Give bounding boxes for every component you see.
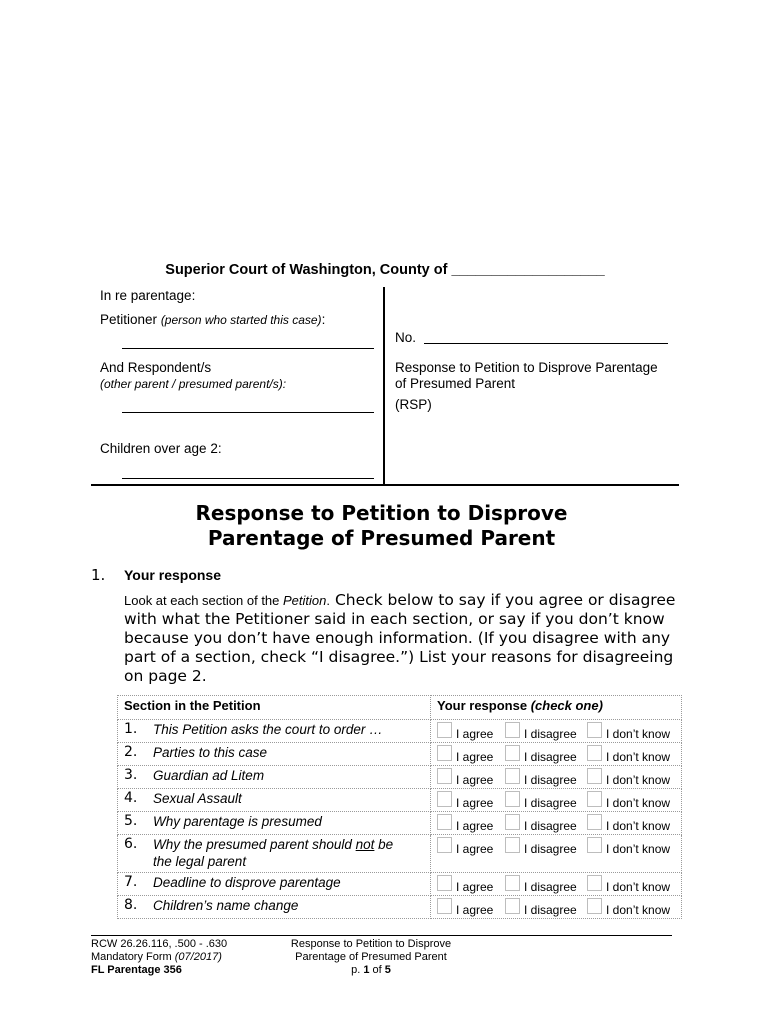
option-label: I agree xyxy=(456,773,494,787)
row-number: 3. xyxy=(124,767,138,783)
option-label: I disagree xyxy=(524,773,577,787)
section-cell xyxy=(118,743,431,766)
footer-rule xyxy=(91,935,672,936)
section-heading: Your response xyxy=(124,567,221,583)
row-label: Guardian ad Litem xyxy=(153,768,265,783)
section-cell xyxy=(118,812,431,835)
response-options xyxy=(431,720,681,742)
section-cell-content xyxy=(118,873,430,894)
section-cell xyxy=(118,720,431,743)
doc-title-line2: of Presumed Parent xyxy=(395,376,516,391)
in-re-label: In re parentage: xyxy=(100,288,196,303)
section-intro xyxy=(124,591,684,686)
checkbox-agree[interactable] xyxy=(437,768,452,784)
row-number: 6. xyxy=(124,836,138,852)
option-label: I disagree xyxy=(524,796,577,810)
checkbox-disagree[interactable] xyxy=(505,837,520,853)
option-label: I disagree xyxy=(524,880,577,894)
footer-mandatory-date: (07/2017) xyxy=(174,951,222,963)
option-label: I agree xyxy=(456,880,494,894)
row-number: 5. xyxy=(124,813,138,829)
checkbox-dont-know[interactable] xyxy=(587,768,602,784)
option-dont-know[interactable] xyxy=(587,770,670,787)
section-number: 1. xyxy=(91,566,106,584)
option-disagree[interactable] xyxy=(505,724,581,741)
option-label: I don’t know xyxy=(606,819,671,833)
respondent-label: And Respondent/s xyxy=(100,360,212,375)
option-label: I agree xyxy=(456,727,494,741)
col-header-response-label: Your response xyxy=(437,698,528,713)
children-label: Children over age 2: xyxy=(100,441,222,456)
row-number: 7. xyxy=(124,874,138,890)
table-row xyxy=(118,766,682,789)
respondent-name-line[interactable] xyxy=(122,412,374,413)
footer-doc-line2: Parentage of Presumed Parent xyxy=(295,951,447,963)
table-row xyxy=(118,720,682,743)
case-number-line[interactable] xyxy=(424,343,668,344)
option-disagree[interactable] xyxy=(505,877,581,894)
footer-page xyxy=(270,964,472,977)
checkbox-dont-know[interactable] xyxy=(587,745,602,761)
table-row xyxy=(118,835,682,873)
petitioner-colon: : xyxy=(321,312,326,327)
row-label xyxy=(153,836,415,870)
response-cell xyxy=(431,789,682,812)
option-label: I don’t know xyxy=(606,750,671,764)
response-table xyxy=(117,695,682,919)
intro-lead-2: . xyxy=(326,593,330,608)
response-options xyxy=(431,835,681,857)
response-options xyxy=(431,743,681,765)
response-cell xyxy=(431,743,682,766)
table-row xyxy=(118,873,682,896)
checkbox-disagree[interactable] xyxy=(505,722,520,738)
checkbox-agree[interactable] xyxy=(437,814,452,830)
option-dont-know[interactable] xyxy=(587,900,670,917)
section-cell-content xyxy=(118,766,430,787)
intro-rest: Check below to say if you agree or disagree with what the Petitioner said in each section, or say if you don’t know because you don’t have enough information. (If you disagree with any part of a section, check “I disagree.”) List your reasons for disagreeing on page 2. xyxy=(124,591,676,685)
option-dont-know[interactable] xyxy=(587,877,670,894)
footer-page-prefix: p. xyxy=(351,964,361,976)
option-dont-know[interactable] xyxy=(587,747,670,764)
col-header-response-note: (check one) xyxy=(530,698,603,713)
option-dont-know[interactable] xyxy=(587,839,670,856)
section-cell-content xyxy=(118,812,430,833)
petitioner-label-group xyxy=(100,312,325,327)
option-label: I agree xyxy=(456,842,494,856)
petitioner-note: (person who started this case) xyxy=(160,313,322,327)
checkbox-disagree[interactable] xyxy=(505,745,520,761)
row-number: 2. xyxy=(124,744,138,760)
footer-mandatory-label: Mandatory Form xyxy=(91,951,172,963)
page-title-line1: Response to Petition to Disprove xyxy=(195,501,568,525)
option-disagree[interactable] xyxy=(505,839,581,856)
option-disagree[interactable] xyxy=(505,793,581,810)
checkbox-disagree[interactable] xyxy=(505,814,520,830)
row-label-emphasis: not xyxy=(355,837,375,852)
section-cell-content xyxy=(118,743,430,764)
response-options xyxy=(431,766,681,788)
option-label: I agree xyxy=(456,796,494,810)
case-number-label: No. xyxy=(395,330,417,345)
option-label: I don’t know xyxy=(606,880,671,894)
section-cell xyxy=(118,896,431,919)
option-agree[interactable] xyxy=(437,724,499,741)
option-label: I agree xyxy=(456,819,494,833)
option-label: I disagree xyxy=(524,842,577,856)
response-options xyxy=(431,789,681,811)
response-options xyxy=(431,812,681,834)
section-cell-content xyxy=(118,789,430,810)
footer-page-of: of xyxy=(372,964,382,976)
checkbox-dont-know[interactable] xyxy=(587,722,602,738)
row-label: This Petition asks the court to order … xyxy=(153,722,383,737)
caption-vertical-rule xyxy=(383,287,385,485)
option-disagree[interactable] xyxy=(505,900,581,917)
row-label: Parties to this case xyxy=(153,745,268,760)
section-cell xyxy=(118,835,431,873)
children-name-line[interactable] xyxy=(122,478,374,479)
option-dont-know[interactable] xyxy=(587,793,670,810)
option-label: I don’t know xyxy=(606,903,671,917)
option-dont-know[interactable] xyxy=(587,724,670,741)
response-cell xyxy=(431,766,682,789)
table-row xyxy=(118,789,682,812)
option-label: I disagree xyxy=(524,819,577,833)
response-options xyxy=(431,873,681,895)
row-label: Sexual Assault xyxy=(153,791,242,806)
checkbox-agree[interactable] xyxy=(437,875,452,891)
row-label: Deadline to disprove parentage xyxy=(153,875,341,890)
footer-mandatory xyxy=(91,951,227,964)
intro-lead-1: Look at each section of the xyxy=(124,593,283,608)
response-cell xyxy=(431,812,682,835)
option-disagree[interactable] xyxy=(505,816,581,833)
checkbox-agree[interactable] xyxy=(437,745,452,761)
row-number: 1. xyxy=(124,721,138,737)
checkbox-dont-know[interactable] xyxy=(587,875,602,891)
table-row xyxy=(118,896,682,919)
option-agree[interactable] xyxy=(437,770,499,787)
footer-form-id: FL Parentage 356 xyxy=(91,964,182,976)
checkbox-disagree[interactable] xyxy=(505,768,520,784)
petitioner-name-line[interactable] xyxy=(122,348,374,349)
court-header: Superior Court of Washington, County of ___________________ xyxy=(165,262,605,278)
section-cell-content xyxy=(118,835,430,871)
option-agree[interactable] xyxy=(437,839,499,856)
option-label: I disagree xyxy=(524,727,577,741)
checkbox-disagree[interactable] xyxy=(505,875,520,891)
response-cell xyxy=(431,873,682,896)
option-agree[interactable] xyxy=(437,877,499,894)
petitioner-label: Petitioner xyxy=(100,312,158,327)
response-options xyxy=(431,896,681,918)
respondent-note: (other parent / presumed parent/s): xyxy=(100,377,287,391)
option-label: I don’t know xyxy=(606,727,671,741)
option-label: I disagree xyxy=(524,750,577,764)
option-agree[interactable] xyxy=(437,793,499,810)
response-cell xyxy=(431,835,682,873)
option-disagree[interactable] xyxy=(505,770,581,787)
row-number: 8. xyxy=(124,897,138,913)
checkbox-dont-know[interactable] xyxy=(587,837,602,853)
row-label-part: be the legal parent xyxy=(153,837,394,869)
footer-page-num: 1 xyxy=(363,964,370,976)
checkbox-dont-know[interactable] xyxy=(587,898,602,914)
row-label-part: Why the presumed parent should xyxy=(153,837,356,852)
option-label: I don’t know xyxy=(606,773,671,787)
section-cell-content xyxy=(118,896,430,917)
checkbox-agree[interactable] xyxy=(437,722,452,738)
response-cell xyxy=(431,720,682,743)
table-row xyxy=(118,743,682,766)
row-number: 4. xyxy=(124,790,138,806)
checkbox-dont-know[interactable] xyxy=(587,814,602,830)
option-label: I agree xyxy=(456,750,494,764)
option-label: I don’t know xyxy=(606,796,671,810)
checkbox-dont-know[interactable] xyxy=(587,791,602,807)
section-cell-content xyxy=(118,720,430,741)
table-row xyxy=(118,812,682,835)
checkbox-agree[interactable] xyxy=(437,898,452,914)
response-cell xyxy=(431,896,682,919)
option-label: I disagree xyxy=(524,903,577,917)
footer-page-total: 5 xyxy=(384,964,391,976)
footer-left xyxy=(91,938,227,977)
section-cell xyxy=(118,873,431,896)
caption-bottom-rule xyxy=(91,484,679,486)
row-label: Children’s name change xyxy=(153,898,299,913)
checkbox-agree[interactable] xyxy=(437,791,452,807)
page-title-line2: Parentage of Presumed Parent xyxy=(207,526,556,550)
col-header-section: Section in the Petition xyxy=(118,696,431,720)
option-agree[interactable] xyxy=(437,747,499,764)
option-label: I agree xyxy=(456,903,494,917)
footer-rcw: RCW 26.26.116, .500 - .630 xyxy=(91,938,228,950)
checkbox-disagree[interactable] xyxy=(505,898,520,914)
section-cell xyxy=(118,766,431,789)
col-header-response xyxy=(431,696,682,720)
checkbox-agree[interactable] xyxy=(437,837,452,853)
option-agree[interactable] xyxy=(437,900,499,917)
option-label: I don’t know xyxy=(606,842,671,856)
option-disagree[interactable] xyxy=(505,747,581,764)
section-cell xyxy=(118,789,431,812)
footer-doc-line1: Response to Petition to Disprove xyxy=(290,938,452,950)
page-title xyxy=(0,501,763,551)
checkbox-disagree[interactable] xyxy=(505,791,520,807)
footer-center xyxy=(270,938,472,977)
doc-code: (RSP) xyxy=(395,397,432,412)
option-dont-know[interactable] xyxy=(587,816,670,833)
intro-lead-petition: Petition xyxy=(283,593,327,608)
option-agree[interactable] xyxy=(437,816,499,833)
table-header-row xyxy=(118,696,682,720)
doc-title-line1: Response to Petition to Disprove Parentage xyxy=(395,360,658,375)
row-label: Why parentage is presumed xyxy=(153,814,322,829)
